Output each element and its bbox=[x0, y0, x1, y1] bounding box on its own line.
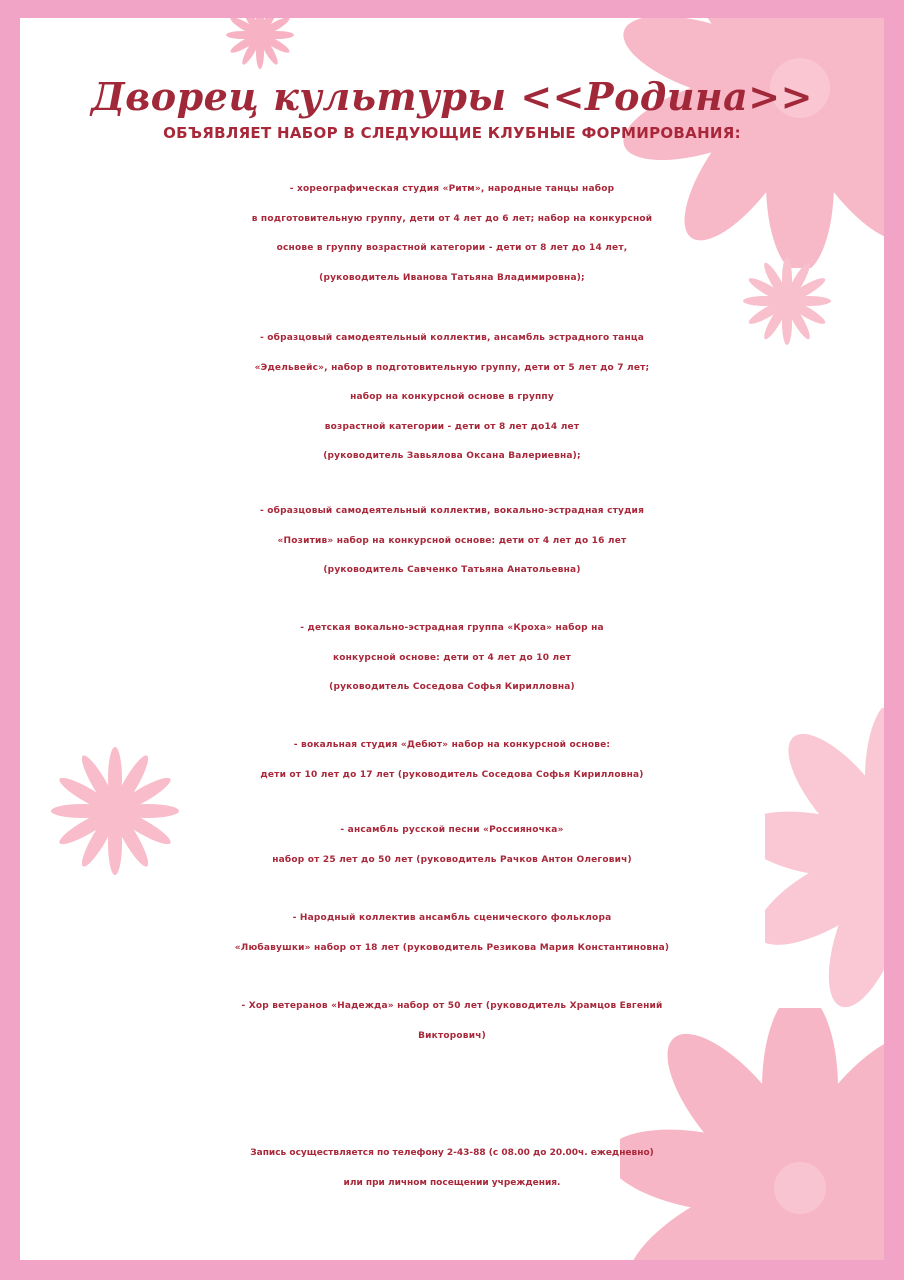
group-line: (руководитель Соседова Софья Кирилловна) bbox=[329, 682, 575, 692]
group-line: - детская вокально-эстрадная группа «Кроха» набор на bbox=[300, 623, 604, 633]
group-line: - хореографическая студия «Ритм», народные танцы набор bbox=[289, 184, 615, 194]
group-line: «Любавушки» набор от 18 лет (руководитель Резикова Мария Константиновна) bbox=[234, 942, 670, 953]
contact-footer bbox=[0, 1138, 904, 1198]
group-line: «Эдельвейс», набор в подготовительную группу, дети от 5 лет до 7 лет; bbox=[254, 362, 650, 373]
group-rossiyanochka bbox=[0, 816, 904, 875]
group-line: - образцовый самодеятельный коллектив, вокально-эстрадная студия bbox=[259, 506, 645, 516]
group-lyubavushki bbox=[0, 904, 904, 963]
group-debut bbox=[0, 731, 904, 790]
contact-phone-line: Запись осуществляется по телефону 2-43-88 (с 08.00 до 20.00ч. ежедневно) bbox=[250, 1148, 654, 1158]
group-line: «Позитив» набор на конкурсной основе: дети от 4 лет до 16 лет bbox=[277, 535, 627, 546]
group-kroha bbox=[0, 614, 904, 703]
group-line: (руководитель Иванова Татьяна Владимировна); bbox=[319, 272, 585, 283]
group-line: - ансамбль русской песни «Россияночка» bbox=[340, 825, 564, 835]
page-title: Дворец культуры <<Родина>> bbox=[91, 74, 813, 119]
group-line: (руководитель Савченко Татьяна Анатольевна) bbox=[323, 565, 581, 575]
page-subtitle: ОБЪЯВЛЯЕТ НАБОР В СЛЕДУЮЩИЕ КЛУБНЫЕ ФОРМИРОВАНИЯ: bbox=[163, 124, 741, 142]
group-line: набор от 25 лет до 50 лет (руководитель Рачков Антон Олегович) bbox=[272, 854, 632, 865]
group-nadezhda bbox=[0, 992, 904, 1051]
group-line: - вокальная студия «Дебют» набор на конкурсной основе: bbox=[293, 740, 611, 750]
group-edelweiss bbox=[0, 324, 904, 472]
contact-visit-line: или при личном посещении учреждения. bbox=[343, 1178, 561, 1188]
group-ritm bbox=[0, 175, 904, 293]
group-line: (руководитель Завьялова Оксана Валериевна); bbox=[323, 451, 581, 461]
group-line: конкурсной основе: дети от 4 лет до 10 лет bbox=[332, 652, 572, 663]
group-pozitiv bbox=[0, 497, 904, 586]
group-line: - Хор ветеранов «Надежда» набор от 50 лет (руководитель Храмцов Евгений bbox=[241, 1001, 663, 1011]
group-line: - образцовый самодеятельный коллектив, ансамбль эстрадного танца bbox=[259, 333, 645, 343]
group-line: основе в группу возрастной категории - дети от 8 лет до 14 лет, bbox=[276, 243, 628, 253]
group-line: Викторович) bbox=[418, 1030, 486, 1041]
group-line: набор на конкурсной основе в группу bbox=[350, 392, 554, 402]
group-line: - Народный коллектив ансамбль сценического фольклора bbox=[292, 913, 612, 923]
group-line: дети от 10 лет до 17 лет (руководитель Соседова Софья Кирилловна) bbox=[260, 769, 644, 780]
group-line: возрастной категории - дети от 8 лет до14 лет bbox=[324, 421, 580, 432]
group-line: в подготовительную группу, дети от 4 лет до 6 лет; набор на конкурсной bbox=[251, 213, 653, 224]
